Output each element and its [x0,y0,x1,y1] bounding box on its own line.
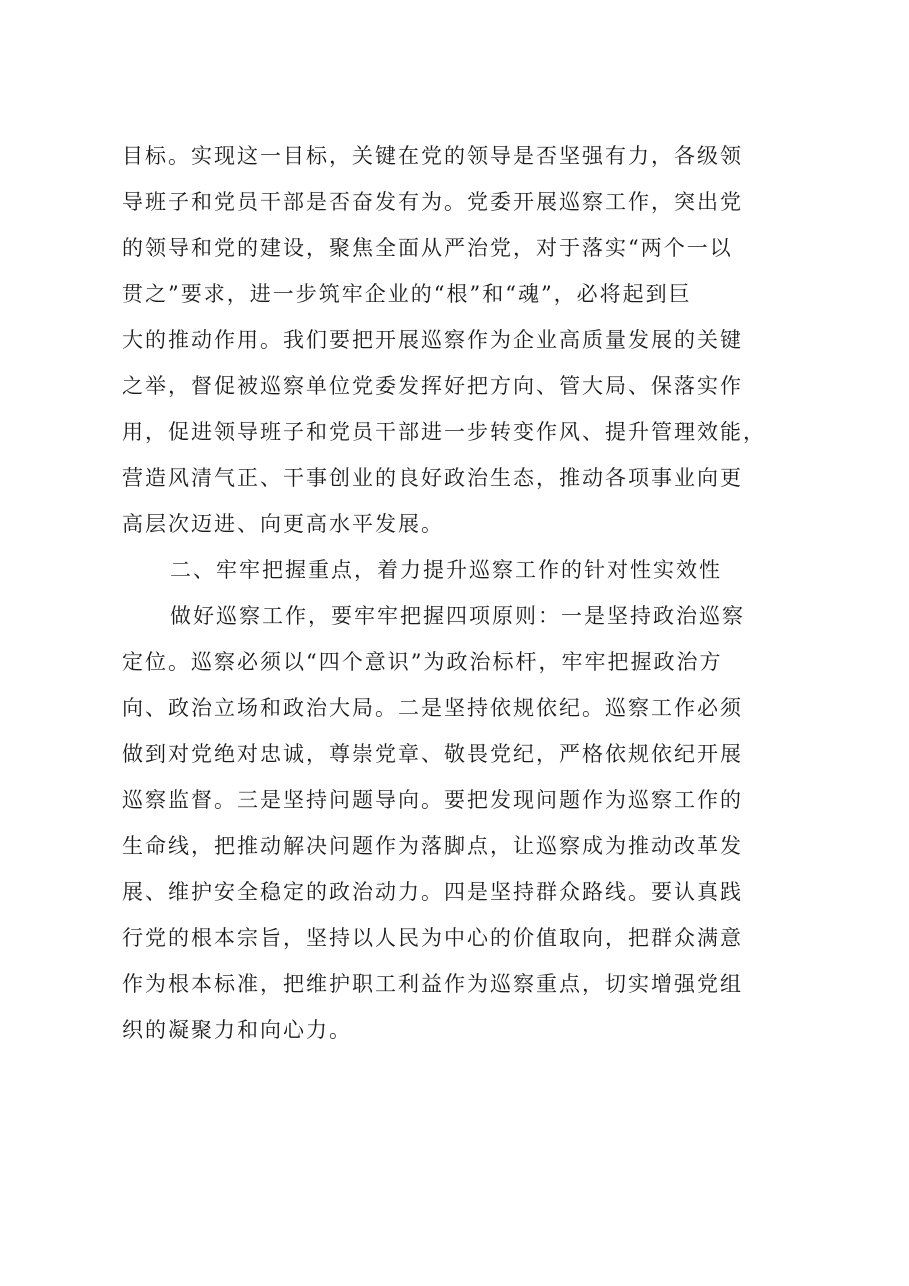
paragraph-line: 向、政治立场和政治大局。二是坚持依规依纪。巡察工作必须 [122,696,743,720]
paragraph-2 [122,593,802,1053]
paragraph-line: 织的凝聚力和向心力。 [122,1018,352,1042]
paragraph-line: 营造风清气正、干事创业的良好政治生态，推动各项事业向更 [122,466,743,490]
paragraph-line: 之举，督促被巡察单位党委发挥好把方向、管大局、保落实作 [122,374,743,398]
paragraph-line: 行党的根本宗旨，坚持以人民为中心的价值取向，把群众满意 [122,926,743,950]
section-heading: 二、牢牢把握重点，着力提升巡察工作的针对性实效性 [170,558,722,582]
paragraph-line: 作为根本标准，把维护职工利益作为巡察重点，切实增强党组 [122,972,743,996]
paragraph-line: 目标。实现这一目标，关键在党的领导是否坚强有力，各级领 [122,144,743,168]
paragraph-line: 做好巡察工作，要牢牢把握四项原则：一是坚持政治巡察 [170,604,745,628]
paragraph-line: 生命线，把推动解决问题作为落脚点，让巡察成为推动改革发 [122,834,743,858]
paragraph-line: 高层次迈进、向更高水平发展。 [122,512,444,536]
paragraph-line: 导班子和党员干部是否奋发有为。党委开展巡察工作，突出党 [122,190,743,214]
paragraph-line: 用，促进领导班子和党员干部进一步转变作风、提升管理效能， [122,420,766,444]
paragraph-line: 的领导和党的建设，聚焦全面从严治党，对于落实“两个一以 [122,236,733,260]
paragraph-line: 展、维护安全稳定的政治动力。四是坚持群众路线。要认真践 [122,880,743,904]
paragraph-1 [122,133,802,547]
paragraph-line: 贯之”要求，进一步筑牢企业的“根”和“魂”，必将起到巨 [122,282,692,306]
paragraph-line: 巡察监督。三是坚持问题导向。要把发现问题作为巡察工作的 [122,788,743,812]
paragraph-line: 定位。巡察必须以“四个意识”为政治标杆，牢牢把握政治方 [122,650,723,674]
paragraph-line: 做到对党绝对忠诚，尊崇党章、敬畏党纪，严格依规依纪开展 [122,742,743,766]
document-body [122,133,802,1053]
paragraph-line: 大的推动作用。我们要把开展巡察作为企业高质量发展的关键 [122,328,743,352]
